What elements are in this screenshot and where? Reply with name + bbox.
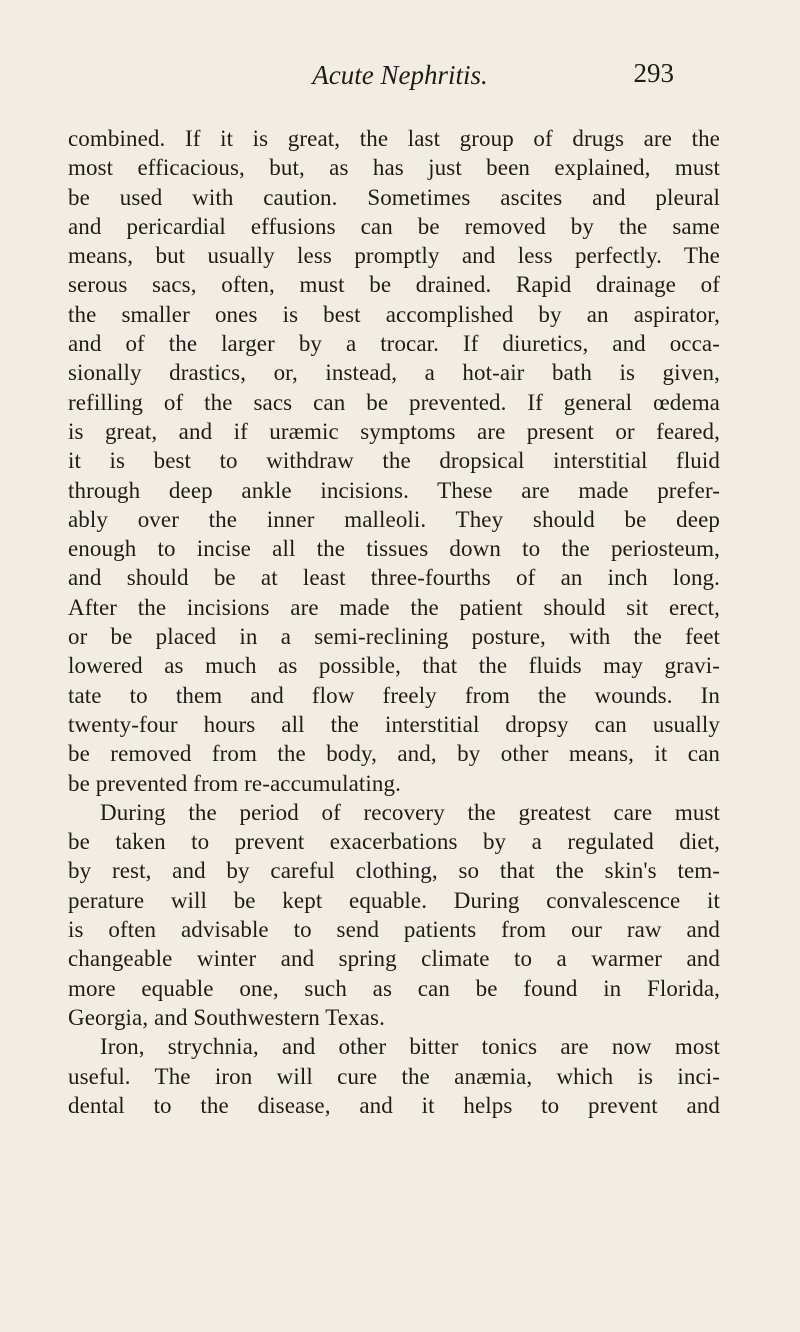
text-line: Georgia, and Southwestern Texas.	[68, 1004, 385, 1030]
text-line: tate to them and flow freely from the wounds. In	[68, 682, 720, 708]
running-title: Acute Nephritis.	[312, 60, 488, 90]
text-line: Iron, strychnia, and other bitter tonics are now most	[100, 1034, 720, 1060]
text-line: After the incisions are made the patient should sit erect,	[68, 594, 720, 620]
text-line: or be placed in a semi-reclining posture, with the feet	[68, 624, 720, 650]
text-line: and should be at least three-fourths of an inch long.	[68, 565, 720, 591]
text-line: most efficacious, but, as has just been explained, must	[68, 155, 720, 181]
text-line: be prevented from re-accumulating.	[68, 770, 401, 796]
text-line: twenty-four hours all the interstitial dropsy can usually	[68, 711, 720, 737]
text-line: be used with caution. Sometimes ascites and pleural	[68, 184, 720, 210]
text-line: combined. If it is great, the last group of drugs are the	[68, 126, 720, 151]
text-line: more equable one, such as can be found in Florida,	[68, 975, 720, 1001]
text-line: through deep ankle incisions. These are made prefer-	[68, 477, 720, 503]
text-line: dental to the disease, and it helps to prevent and	[68, 1092, 720, 1118]
text-line: be removed from the body, and, by other means, it can	[68, 741, 720, 767]
text-line: the smaller ones is best accomplished by an aspirator,	[68, 301, 720, 327]
text-line: ably over the inner malleoli. They should be deep	[68, 506, 720, 532]
body-text	[68, 124, 720, 1120]
text-line: perature will be kept equable. During convalescence it	[68, 887, 720, 913]
text-line: During the period of recovery the greatest care must	[100, 799, 720, 825]
text-line: refilling of the sacs can be prevented. If general œdema	[68, 389, 720, 415]
text-line: it is best to withdraw the dropsical interstitial fluid	[68, 448, 720, 474]
page-number: 293	[633, 58, 674, 88]
text-line: and of the larger by a trocar. If diuretics, and occa-	[68, 331, 720, 357]
text-line: enough to incise all the tissues down to the periosteum,	[68, 536, 720, 562]
text-line: is great, and if uræmic symptoms are present or feared,	[68, 418, 720, 444]
text-line: lowered as much as possible, that the fluids may gravi-	[68, 653, 720, 679]
text-line: sionally drastics, or, instead, a hot-air bath is given,	[68, 360, 720, 386]
text-line: by rest, and by careful clothing, so that the skin's tem-	[68, 858, 720, 884]
page-header	[0, 60, 800, 100]
text-line: and pericardial effusions can be removed by the same	[68, 213, 720, 239]
text-line: is often advisable to send patients from our raw and	[68, 917, 720, 943]
text-line: changeable winter and spring climate to a warmer and	[68, 946, 720, 972]
text-line: be taken to prevent exacerbations by a regulated diet,	[68, 829, 720, 855]
text-line: useful. The iron will cure the anæmia, which is inci-	[68, 1063, 720, 1089]
text-line: means, but usually less promptly and less perfectly. The	[68, 243, 720, 269]
text-line: serous sacs, often, must be drained. Rapid drainage of	[68, 272, 720, 298]
